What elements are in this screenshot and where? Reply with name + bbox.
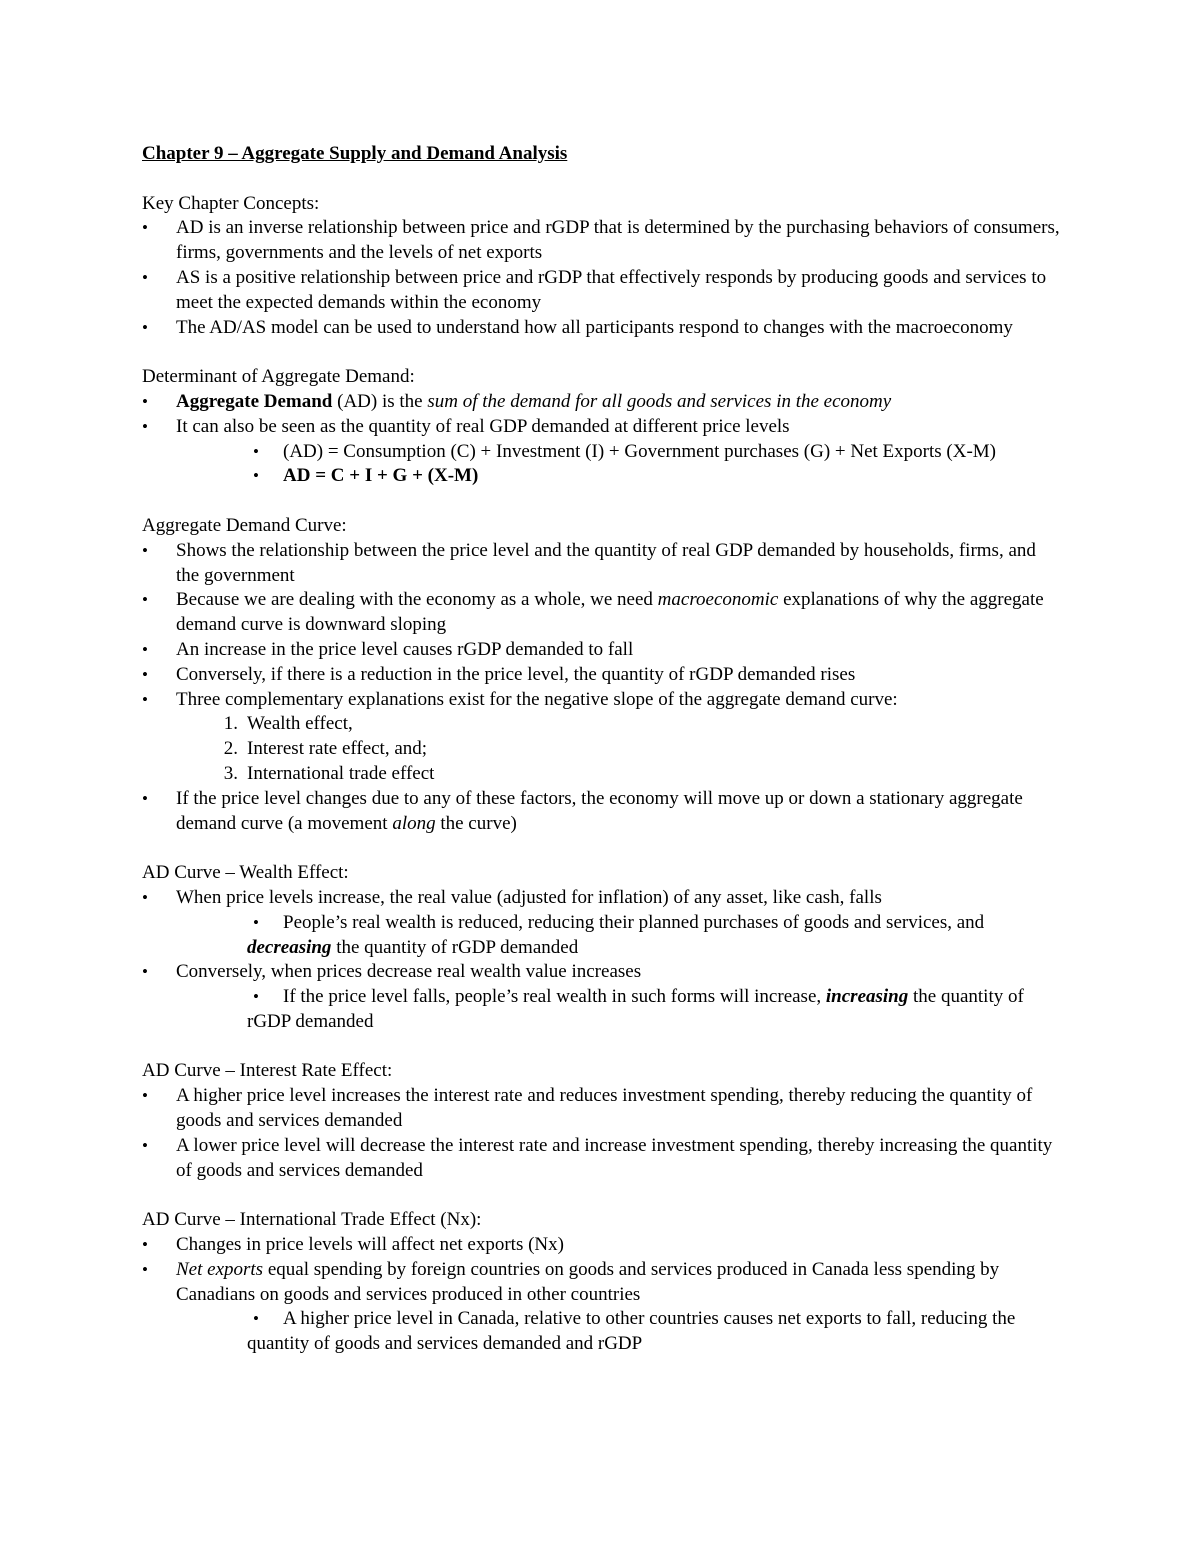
section-trade-effect — [142, 1208, 1062, 1357]
section-interest-rate-effect — [142, 1059, 1062, 1183]
page-title: Chapter 9 – Aggregate Supply and Demand Analysis — [142, 143, 568, 164]
bullet-icon: • — [142, 689, 148, 709]
numbered-item: 2. Interest rate effect, and; — [223, 738, 428, 760]
list-item: • The AD/AS model can be used to understand how all participants respond to changes with the macroeconomy — [142, 316, 1062, 341]
list-item: • Shows the relationship between the price level and the quantity of real GDP demanded by households, firms, and the government — [142, 539, 1036, 586]
bullet-icon: • — [142, 664, 148, 684]
bullet-icon: • — [142, 1086, 148, 1106]
section-ad-curve — [142, 514, 1062, 836]
bullet-icon: • — [142, 540, 148, 560]
bullet-icon: • — [142, 218, 148, 238]
numbered-item: 3. International trade effect — [223, 762, 435, 784]
list-item: • If the price level changes due to any of these factors, the economy will move up or down a stationary aggregate demand curve (a movement along the curve) — [142, 787, 1023, 834]
sub-list-item: • If the price level falls, people’s real wealth in such forms will increase, increasing the quantity of rGDP demanded — [247, 986, 1024, 1032]
list-item: • When price levels increase, the real value (adjusted for inflation) of any asset, like cash, falls — [142, 886, 1062, 911]
bullet-icon: • — [142, 887, 148, 907]
sub-list-item: • (AD) = Consumption (C) + Investment (I) + Government purchases (G) + Net Exports (X-M) — [142, 440, 1062, 465]
bullet-icon: • — [253, 987, 259, 1007]
bullet-icon: • — [142, 317, 148, 337]
list-item: • AD is an inverse relationship between price and rGDP that is determined by the purchasing behaviors of consumers, firms, governments and the levels of net exports — [142, 217, 1060, 264]
list-item: • A higher price level increases the interest rate and reduces investment spending, thereby reducing the quantity of goods and services demanded — [142, 1085, 1033, 1132]
bullet-icon: • — [142, 267, 148, 287]
section-heading: Aggregate Demand Curve: — [142, 514, 347, 536]
bullet-icon: • — [253, 912, 259, 932]
list-item: • It can also be seen as the quantity of real GDP demanded at different price levels — [142, 415, 1062, 440]
section-wealth-effect — [142, 861, 1062, 1035]
list-item: • Net exports equal spending by foreign countries on goods and services produced in Canada less spending by Canadians on goods and services produced in other countries — [142, 1258, 1000, 1305]
list-item: • AS is a positive relationship between price and rGDP that effectively responds by producing goods and services to meet the expected demands within the economy — [142, 266, 1047, 313]
bullet-icon: • — [142, 391, 148, 411]
bullet-icon: • — [142, 788, 148, 808]
bullet-icon: • — [253, 1309, 259, 1329]
bullet-icon: • — [142, 1135, 148, 1155]
bullet-icon: • — [142, 1259, 148, 1279]
bullet-icon: • — [142, 416, 148, 436]
section-key-concepts — [142, 192, 1062, 341]
list-item: • Conversely, if there is a reduction in the price level, the quantity of rGDP demanded rises — [142, 663, 1062, 688]
section-heading: Key Chapter Concepts: — [142, 192, 320, 214]
list-item: • An increase in the price level causes rGDP demanded to fall — [142, 638, 1062, 663]
section-heading: Determinant of Aggregate Demand: — [142, 366, 415, 388]
bullet-icon: • — [253, 441, 259, 461]
section-heading: AD Curve – International Trade Effect (Nx): — [142, 1209, 482, 1231]
sub-list-item — [142, 464, 1062, 489]
bullet-icon: • — [142, 639, 148, 659]
section-determinant — [142, 365, 1062, 489]
sub-list-item: • A higher price level in Canada, relative to other countries causes net exports to fall, reducing the quantity of goods and services demanded and rGDP — [247, 1308, 1016, 1355]
numbered-item: 1. Wealth effect, — [223, 713, 353, 735]
ad-formula: AD = C + I + G + (X-M) — [283, 465, 479, 487]
list-item: • Conversely, when prices decrease real wealth value increases — [142, 960, 1062, 985]
section-heading: AD Curve – Interest Rate Effect: — [142, 1060, 393, 1082]
sub-list-item: • People’s real wealth is reduced, reducing their planned purchases of goods and services, and decreasing the quantity of rGDP demanded — [247, 911, 985, 958]
list-item: • Aggregate Demand (AD) is the sum of the demand for all goods and services in the economy — [142, 390, 1062, 415]
bullet-icon: • — [142, 962, 148, 982]
list-item: • Three complementary explanations exist for the negative slope of the aggregate demand curve: — [142, 688, 1062, 713]
bullet-icon: • — [142, 590, 148, 610]
bullet-icon: • — [142, 1235, 148, 1255]
list-item: • Changes in price levels will affect net exports (Nx) — [142, 1233, 1062, 1258]
bullet-icon: • — [253, 466, 259, 486]
list-item: • Because we are dealing with the economy as a whole, we need macroeconomic explanations of why the aggregate demand curve is downward sloping — [142, 589, 1044, 636]
section-heading: AD Curve – Wealth Effect: — [142, 862, 349, 884]
list-item: • A lower price level will decrease the interest rate and increase investment spending, thereby increasing the quantity of goods and services demanded — [142, 1134, 1053, 1181]
document-body — [142, 142, 1062, 1357]
